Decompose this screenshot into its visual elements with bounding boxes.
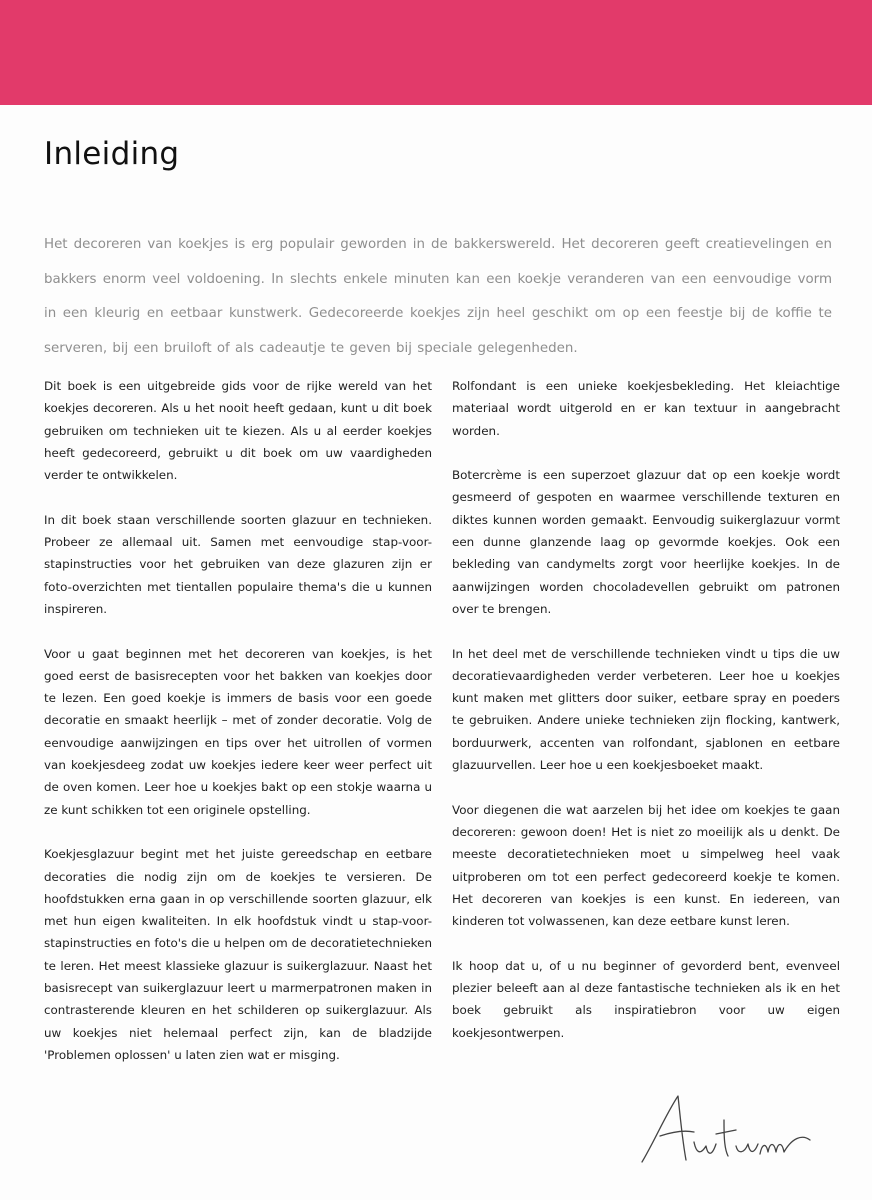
- body-paragraph: Voor u gaat beginnen met het decoreren van koekjes, is het goed eerst de basisrecepten voor het bakken van koekjes door te lezen. Een goed koekje is immers de basis voor een goede decoratie en smaakt heerlijk – met of zonder decoratie. Volg de eenvoudige aanwijzingen en tips over het uitrollen of vormen van koekjesdeeg zodat uw koekjes iedere keer weer perfect uit de oven komen. Leer hoe u koekjes bakt op een stokje waarna u ze kunt schikken tot een originele opstelling.: [44, 646, 432, 817]
- body-paragraph: Koekjesglazuur begint met het juiste gereedschap en eetbare decoraties die nodig zijn om de koekjes te versieren. De hoofdstukken erna gaan in op verschillende soorten glazuur, elk met hun eigen kwaliteiten. In elk hoofdstuk vindt u stap-voor-stapinstructies en foto's die u helpen om de decoratietechnieken te leren. Het meest klassieke glazuur is suikerglazuur. Naast het basisrecept van suikerglazuur leert u marmerpatronen maken in contrasterende kleuren en het schilderen op suikerglazuur. Als uw koekjes niet helemaal perfect zijn, kan de bladzijde 'Problemen oplossen' u laten zien wat er misging.: [44, 847, 432, 1062]
- body-paragraph: Dit boek is een uitgebreide gids voor de rijke wereld van het koekjes decoreren. Als u het nooit heeft gedaan, kunt u dit boek gebruiken om technieken uit te kiezen. Als u al eerder koekjes heeft gedecoreerd, gebruikt u dit boek om uw vaardigheden verder te ontwikkelen.: [44, 379, 432, 483]
- body-paragraph: In dit boek staan verschillende soorten glazuur en technieken. Probeer ze allemaal uit. Samen met eenvoudige stap-voor-stapinstructies voor het gebruiken van deze glazuren zijn er foto-overzichten met tientallen populaire thema's die u kunnen inspireren.: [44, 512, 432, 616]
- body-paragraph: Ik hoop dat u, of u nu beginner of gevorderd bent, evenveel plezier beleeft aan al deze fantastische technieken als ik en het boek gebruikt als inspiratiebron voor uw eigen koekjesontwerpen.: [452, 958, 840, 1040]
- left-column: [44, 375, 432, 1089]
- intro-paragraph: Het decoreren van koekjes is erg populair geworden in de bakkerswereld. Het decoreren geeft creatievelingen en bakkers enorm veel voldoening. In slechts enkele minuten kan een koekje veranderen van een eenvoudige vorm in een kleurig en eetbaar kunstwerk. Gedecoreerde koekjes zijn heel geschikt om op een feestje bij de koffie te serveren, bij een bruiloft of als cadeautje te geven bij speciale gelegenheden.: [44, 237, 832, 356]
- author-signature: [632, 1090, 822, 1170]
- page-title: Inleiding: [44, 136, 180, 172]
- body-paragraph: In het deel met de verschillende technieken vindt u tips die uw decoratievaardigheden verder verbeteren. Leer hoe u koekjes kunt maken met glitters door suiker, eetbare spray en poeders te gebruiken. Andere unieke technieken zijn flocking, kantwerk, borduurwerk, accenten van rolfondant, sjablonen en eetbare glazuurvellen. Leer hoe u een koekjesboeket maakt.: [452, 646, 840, 773]
- body-paragraph: Rolfondant is een unieke koekjesbekleding. Het kleiachtige materiaal wordt uitgerold en er kan textuur in aangebracht worden.: [452, 379, 840, 438]
- body-paragraph: Voor diegenen die wat aarzelen bij het idee om koekjes te gaan decoreren: gewoon doen! Het is niet zo moeilijk als u denkt. De meeste decoratietechnieken moet u simpelweg heel vaak uitproberen om tot een perfect gedecoreerd koekje te komen. Het decoreren van koekjes is een kunst. En iedereen, van kinderen tot volwassenen, kan deze eetbare kunst leren.: [452, 802, 840, 929]
- right-column: [452, 375, 840, 1066]
- body-paragraph: Botercrème is een superzoet glazuur dat op een koekje wordt gesmeerd of gespoten en waarmee verschillende texturen en diktes kunnen worden gemaakt. Eenvoudig suikerglazuur vormt een dunne glanzende laag op gevormde koekjes. Ook een bekleding van candymelts zorgt voor heerlijke koekjes. In de aanwijzingen worden chocoladevellen gebruikt om patronen over te brengen.: [452, 468, 840, 616]
- header-color-band: [0, 0, 872, 105]
